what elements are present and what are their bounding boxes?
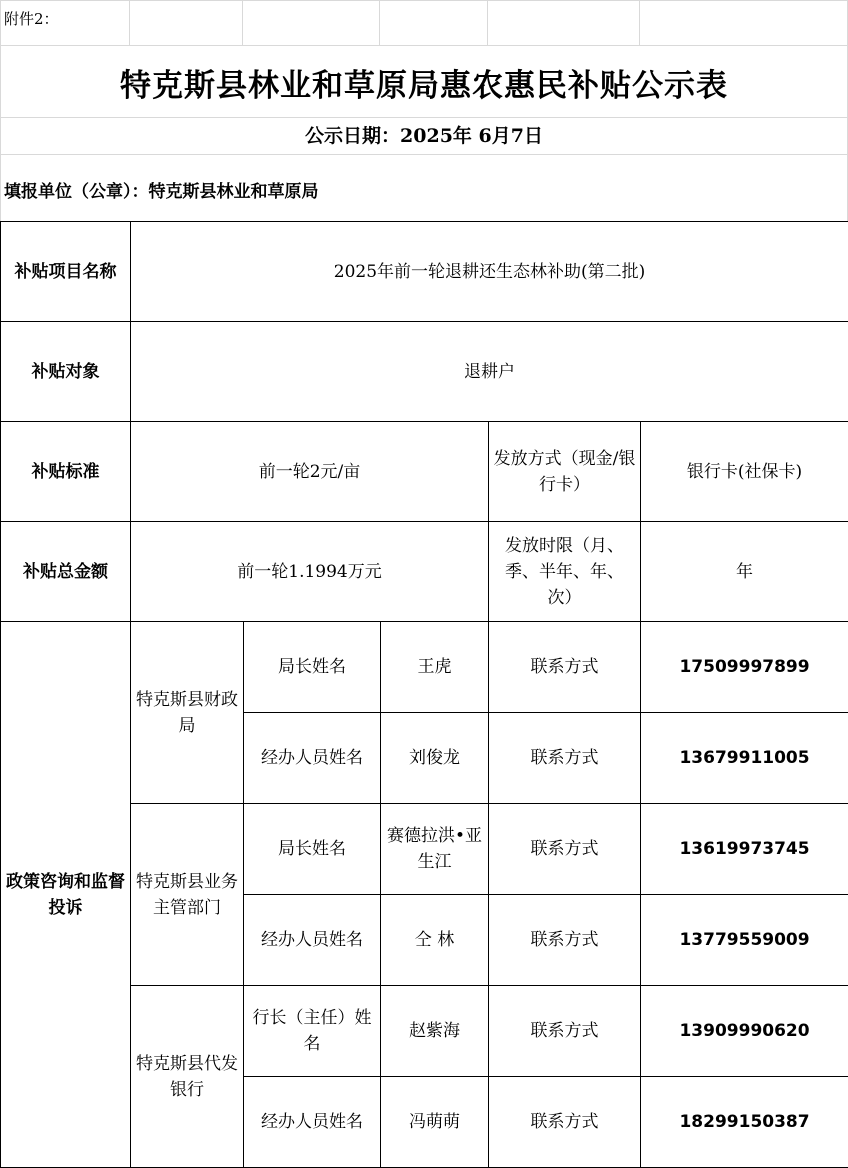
contact-role: 经办人员姓名 xyxy=(244,713,381,804)
contact-label: 联系方式 xyxy=(489,622,641,713)
contact-role: 行长（主任）姓名 xyxy=(244,986,381,1077)
grid-line xyxy=(0,45,848,46)
contact-phone: 13679911005 xyxy=(641,713,848,804)
table-row xyxy=(1,322,848,422)
project-name-label: 补贴项目名称 xyxy=(1,222,131,322)
payment-method-label: 发放方式（现金/银行卡） xyxy=(489,422,641,522)
contact-role: 局长姓名 xyxy=(244,804,381,895)
reporting-unit: 填报单位（公章）：特克斯县林业和草原局 xyxy=(4,182,319,202)
contact-role: 经办人员姓名 xyxy=(244,895,381,986)
project-name-value: 2025年前一轮退耕还生态林补助(第二批) xyxy=(131,222,848,322)
grid-line xyxy=(639,0,640,45)
attachment-label: 附件2： xyxy=(4,10,59,28)
department-name: 特克斯县业务主管部门 xyxy=(131,804,244,986)
grid-line xyxy=(0,117,848,118)
grid-line xyxy=(379,0,380,45)
contact-label: 联系方式 xyxy=(489,986,641,1077)
grid-line xyxy=(0,154,848,155)
grid-line xyxy=(487,0,488,45)
standard-value: 前一轮2元/亩 xyxy=(131,422,489,522)
contact-name: 赵紫海 xyxy=(381,986,489,1077)
contact-label: 联系方式 xyxy=(489,713,641,804)
department-name: 特克斯县财政局 xyxy=(131,622,244,804)
table-row xyxy=(1,422,848,522)
contact-label: 联系方式 xyxy=(489,804,641,895)
standard-label: 补贴标准 xyxy=(1,422,131,522)
period-label: 发放时限（月、季、半年、年、次） xyxy=(489,522,641,622)
contact-label: 联系方式 xyxy=(489,895,641,986)
contact-name: 王虎 xyxy=(381,622,489,713)
contact-phone: 18299150387 xyxy=(641,1077,848,1168)
supervision-label: 政策咨询和监督投诉 xyxy=(1,622,131,1168)
contact-name: 赛德拉洪•亚生江 xyxy=(381,804,489,895)
payment-method-value: 银行卡(社保卡) xyxy=(641,422,848,522)
period-value: 年 xyxy=(641,522,848,622)
contact-role: 经办人员姓名 xyxy=(244,1077,381,1168)
grid-line xyxy=(0,0,848,1)
contact-role: 局长姓名 xyxy=(244,622,381,713)
contact-phone: 13779559009 xyxy=(641,895,848,986)
total-amount-label: 补贴总金额 xyxy=(1,522,131,622)
subsidy-table xyxy=(0,221,848,1168)
department-name: 特克斯县代发银行 xyxy=(131,986,244,1168)
contact-phone: 13909990620 xyxy=(641,986,848,1077)
contact-name: 仝 林 xyxy=(381,895,489,986)
page-title: 特克斯县林业和草原局惠农惠民补贴公示表 xyxy=(120,68,728,104)
contact-phone: 13619973745 xyxy=(641,804,848,895)
table-row xyxy=(1,222,848,322)
table-row xyxy=(1,522,848,622)
total-amount-value: 前一轮1.1994万元 xyxy=(131,522,489,622)
grid-line xyxy=(242,0,243,45)
target-label: 补贴对象 xyxy=(1,322,131,422)
grid-line xyxy=(129,0,130,45)
contact-label: 联系方式 xyxy=(489,1077,641,1168)
contact-name: 冯萌萌 xyxy=(381,1077,489,1168)
target-value: 退耕户 xyxy=(131,322,848,422)
publish-date: 公示日期：2025年 6月7日 xyxy=(305,125,543,147)
table-row xyxy=(1,622,848,713)
grid-line xyxy=(0,0,1,221)
contact-name: 刘俊龙 xyxy=(381,713,489,804)
contact-phone: 17509997899 xyxy=(641,622,848,713)
